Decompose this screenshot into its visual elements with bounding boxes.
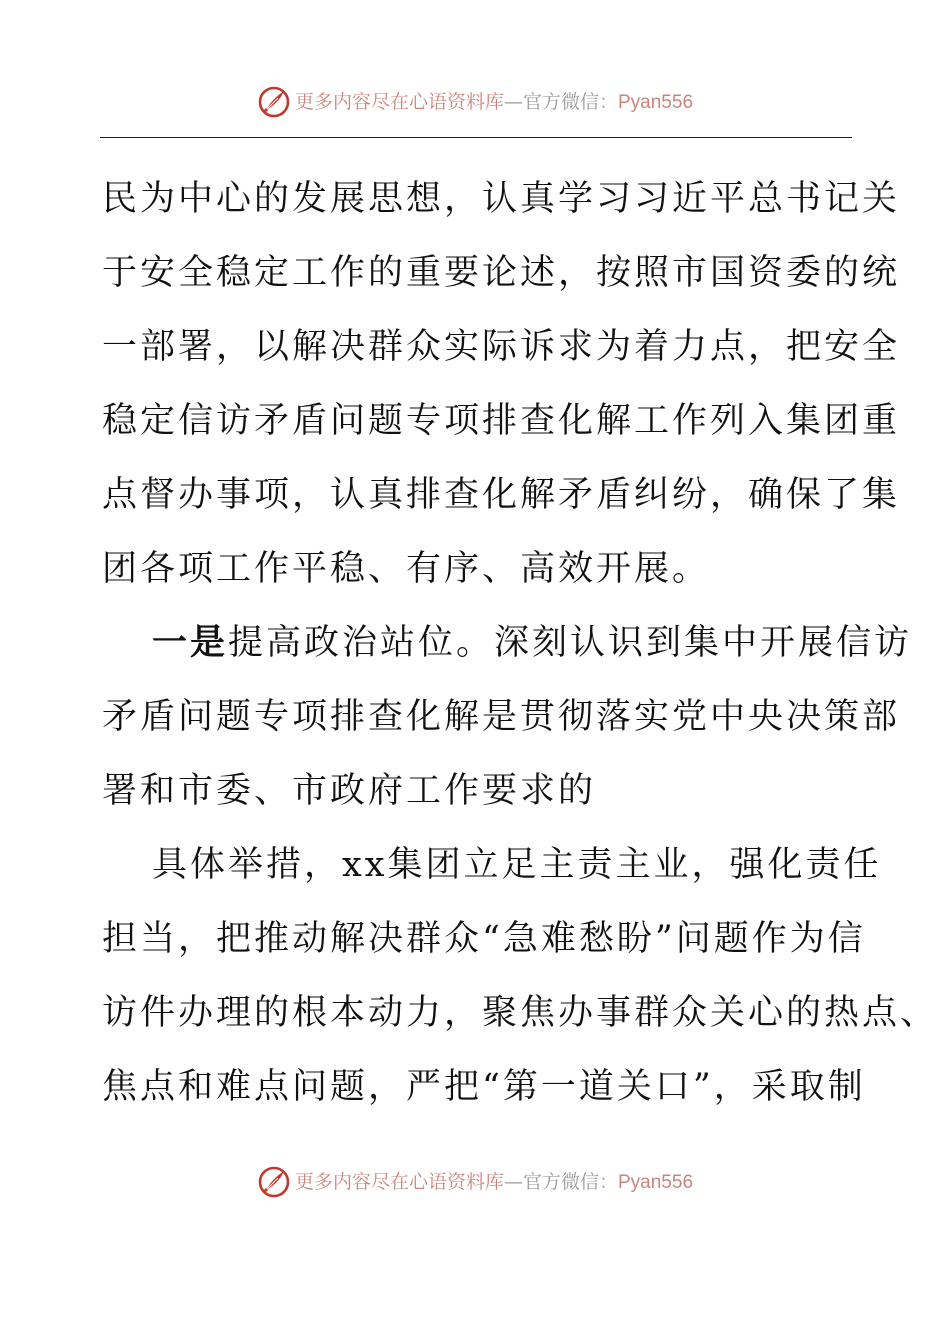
text-line: 访件办理的根本动力，聚焦办事群众关心的热点、 [102,993,939,1033]
text-line: 署和市委、市政府工作要求的 [102,771,597,811]
paragraph-1 [102,162,901,606]
watermark-separator: — [503,1170,523,1193]
text-line: 稳定信访矛盾问题专项排查化解工作列入集团重 [102,401,901,441]
text-line-rest: 提高政治站位。深刻认识到集中开展信访 [228,623,913,663]
text-line: 团各项工作平稳、有序、高效开展。 [102,549,711,589]
paragraph-2 [102,606,913,828]
watermark-separator: — [503,90,523,113]
text-line: 担当，把推动解决群众“急难愁盼”问题作为信 [102,919,866,959]
paragraph-3 [102,828,939,1124]
watermark-official-label: 官方微信： [522,1170,618,1193]
watermark-account: Pyan556 [618,91,694,113]
watermark-text [295,85,693,120]
text-line: 民为中心的发展思想，认真学习习近平总书记关 [102,179,901,219]
watermark-brand: 更多内容尽在心语资料库 [294,1170,504,1193]
watermark-account: Pyan556 [618,1171,694,1193]
text-line: 于安全稳定工作的重要论述，按照市国资委的统 [102,253,901,293]
watermark-text [295,1165,693,1200]
text-line: 具体举措，xx集团立足主责主业，强化责任 [152,845,882,885]
watermark-official-label: 官方微信： [522,90,618,113]
text-line: 焦点和难点问题，严把“第一道关口”，采取制 [102,1067,866,1107]
header-watermark [0,82,950,122]
text-line: 点督办事项，认真排查化解矛盾纠纷，确保了集 [102,475,901,515]
footer-watermark [0,1162,950,1202]
text-line [102,606,913,680]
header-rule [100,137,852,138]
text-line: 矛盾问题专项排查化解是贯彻落实党中央决策部 [102,697,901,737]
quill-logo-icon [257,1165,291,1199]
paragraph-lead-bold: 一是 [152,623,229,663]
quill-logo-icon [257,85,291,119]
text-line: 一部署，以解决群众实际诉求为着力点，把安全 [102,327,901,367]
watermark-brand: 更多内容尽在心语资料库 [294,90,504,113]
document-body [102,162,939,1124]
